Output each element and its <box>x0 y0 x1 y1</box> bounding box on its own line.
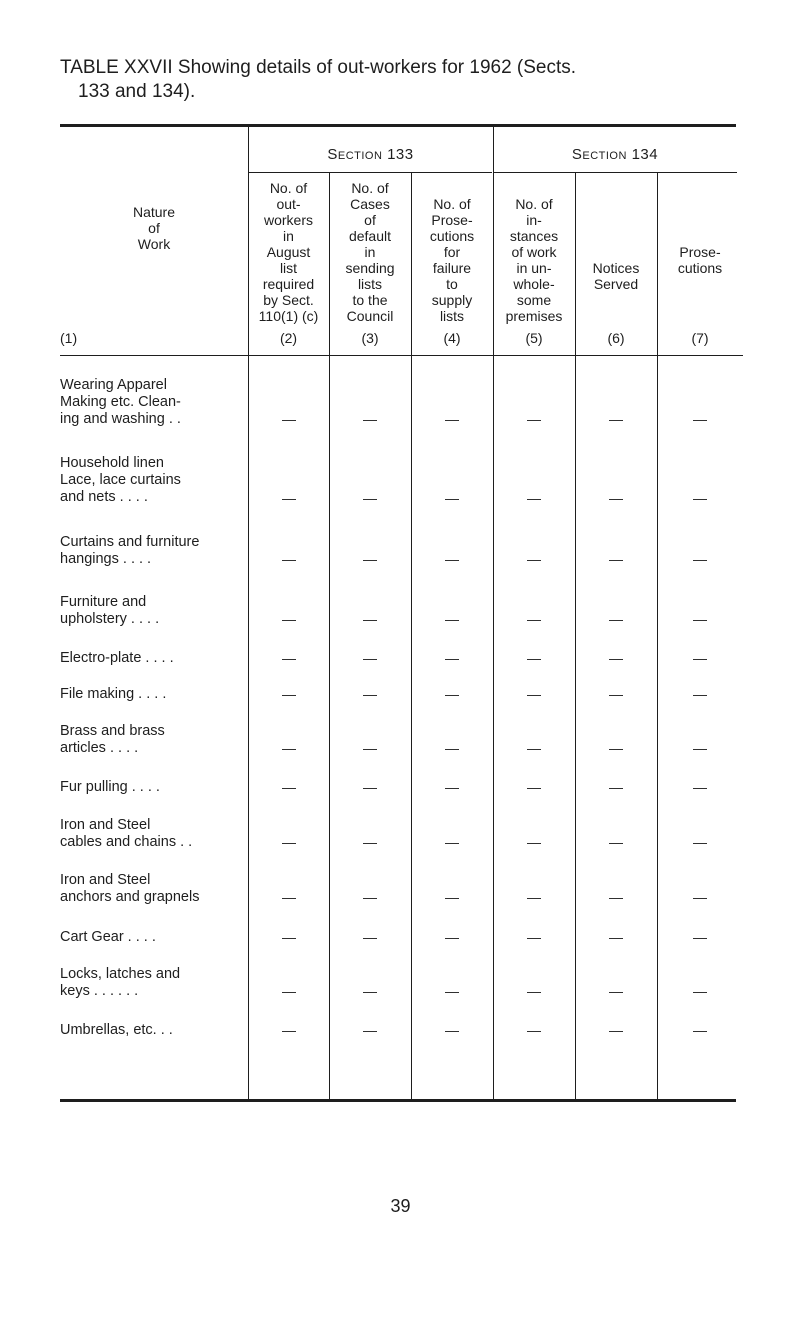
cell-value: — <box>282 650 296 666</box>
cell-value: — <box>363 834 377 850</box>
cell-value: — <box>609 983 623 999</box>
row-label: Iron and Steel cables and chains . . <box>60 817 193 850</box>
cell-value: — <box>527 983 541 999</box>
cell-value: — <box>282 611 296 627</box>
cell-value: — <box>363 929 377 945</box>
cell-value: — <box>445 779 459 795</box>
cell-value: — <box>445 740 459 756</box>
cell-value: — <box>527 411 541 427</box>
cell-value: — <box>282 1022 296 1038</box>
row-label: Wearing Apparel Making etc. Clean- ing and washing . . <box>60 377 181 427</box>
cell-value: — <box>282 834 296 850</box>
column-heading-notices-served: Notices Served <box>592 260 640 292</box>
row-label: File making . . . . <box>60 686 167 702</box>
column-number-5: (5) <box>525 330 543 346</box>
cell-value: — <box>693 650 707 666</box>
cell-value: — <box>609 490 623 506</box>
cell-value: — <box>609 1022 623 1038</box>
cell-value: — <box>282 779 296 795</box>
column-heading-unwholesome-premises: No. of in- stances of work in un- whole- some premises <box>505 196 563 324</box>
cell-value: — <box>282 551 296 567</box>
table-title-line2: 133 and 134). <box>78 81 196 102</box>
cell-value: — <box>527 889 541 905</box>
cell-value: — <box>363 1022 377 1038</box>
cell-value: — <box>609 889 623 905</box>
table-title-line1: Showing details of out-workers for 1962 (Sects. <box>177 57 577 78</box>
cell-value: — <box>445 490 459 506</box>
column-divider-6 <box>657 172 658 1100</box>
cell-value: — <box>445 650 459 666</box>
cell-value: — <box>693 740 707 756</box>
cell-value: — <box>527 551 541 567</box>
table-title-label: TABLE XXVII <box>60 57 173 78</box>
column-heading-prosecutions-134: Prose- cutions <box>677 244 723 276</box>
column-number-3: (3) <box>361 330 379 346</box>
cell-value: — <box>363 490 377 506</box>
cell-value: — <box>609 686 623 702</box>
cell-value: — <box>693 834 707 850</box>
cell-value: — <box>527 686 541 702</box>
cell-value: — <box>282 740 296 756</box>
cell-value: — <box>609 411 623 427</box>
cell-value: — <box>693 1022 707 1038</box>
cell-value: — <box>527 490 541 506</box>
cell-value: — <box>282 983 296 999</box>
cell-value: — <box>527 740 541 756</box>
cell-value: — <box>609 929 623 945</box>
cell-value: — <box>609 740 623 756</box>
cell-value: — <box>609 834 623 850</box>
cell-value: — <box>282 490 296 506</box>
cell-value: — <box>527 929 541 945</box>
column-number-2: (2) <box>279 330 298 346</box>
column-number-6: (6) <box>607 330 625 346</box>
cell-value: — <box>445 551 459 567</box>
cell-value: — <box>282 411 296 427</box>
cell-value: — <box>693 490 707 506</box>
cell-value: — <box>363 686 377 702</box>
row-label: Locks, latches and keys . . . . . . <box>60 966 181 999</box>
cell-value: — <box>693 779 707 795</box>
cell-value: — <box>445 929 459 945</box>
cell-value: — <box>363 779 377 795</box>
cell-value: — <box>693 889 707 905</box>
column-number-7: (7) <box>691 330 709 346</box>
section-134-header: Section 134 <box>571 146 659 163</box>
section-underline-133 <box>248 172 492 173</box>
cell-value: — <box>693 411 707 427</box>
cell-value: — <box>527 834 541 850</box>
cell-value: — <box>693 611 707 627</box>
cell-value: — <box>693 551 707 567</box>
cell-value: — <box>609 611 623 627</box>
column-heading-outworkers-list: No. of out- workers in August list required by Sect. 110(1) (c) <box>258 180 319 324</box>
cell-value: — <box>363 411 377 427</box>
cell-value: — <box>363 650 377 666</box>
cell-value: — <box>527 1022 541 1038</box>
cell-value: — <box>445 686 459 702</box>
cell-value: — <box>609 650 623 666</box>
row-label: Iron and Steel anchors and grapnels <box>60 872 200 905</box>
row-label: Fur pulling . . . . <box>60 779 160 795</box>
column-divider-5 <box>575 172 576 1100</box>
cell-value: — <box>527 779 541 795</box>
cell-value: — <box>363 551 377 567</box>
cell-value: — <box>445 411 459 427</box>
row-label: Cart Gear . . . . <box>60 929 156 945</box>
cell-value: — <box>282 686 296 702</box>
column-heading-nature-of-work: Nature of Work <box>132 204 176 252</box>
page-number: 39 <box>390 1196 411 1216</box>
cell-value: — <box>282 929 296 945</box>
cell-value: — <box>363 889 377 905</box>
cell-value: — <box>445 889 459 905</box>
row-label: Household linen Lace, lace curtains and nets . . . . <box>60 455 181 505</box>
cell-value: — <box>363 983 377 999</box>
cell-value: — <box>527 611 541 627</box>
table-title <box>60 56 760 104</box>
header-bottom-rule <box>60 355 743 356</box>
cell-value: — <box>693 686 707 702</box>
cell-value: — <box>363 611 377 627</box>
row-label: Umbrellas, etc. . . <box>60 1022 173 1038</box>
table-top-rule <box>60 124 736 127</box>
cell-value: — <box>445 1022 459 1038</box>
cell-value: — <box>693 983 707 999</box>
cell-value: — <box>693 929 707 945</box>
cell-value: — <box>527 650 541 666</box>
cell-value: — <box>609 551 623 567</box>
table-bottom-rule <box>60 1099 736 1102</box>
row-label: Electro-plate . . . . <box>60 650 174 666</box>
cell-value: — <box>445 611 459 627</box>
row-label: Furniture and upholstery . . . . <box>60 594 160 627</box>
row-label: Curtains and furniture hangings . . . . <box>60 534 200 567</box>
column-heading-default-cases: No. of Cases of default in sending lists to the Council <box>345 180 395 324</box>
cell-value: — <box>363 740 377 756</box>
cell-value: — <box>445 983 459 999</box>
cell-value: — <box>282 889 296 905</box>
column-heading-prosecutions-133: No. of Prose- cutions for failure to supply lists <box>429 196 475 324</box>
column-number-4: (4) <box>443 330 461 346</box>
section-133-header: Section 133 <box>327 146 414 163</box>
cell-value: — <box>445 834 459 850</box>
row-label: Brass and brass articles . . . . <box>60 723 165 756</box>
section-underline-134 <box>493 172 737 173</box>
cell-value: — <box>609 779 623 795</box>
